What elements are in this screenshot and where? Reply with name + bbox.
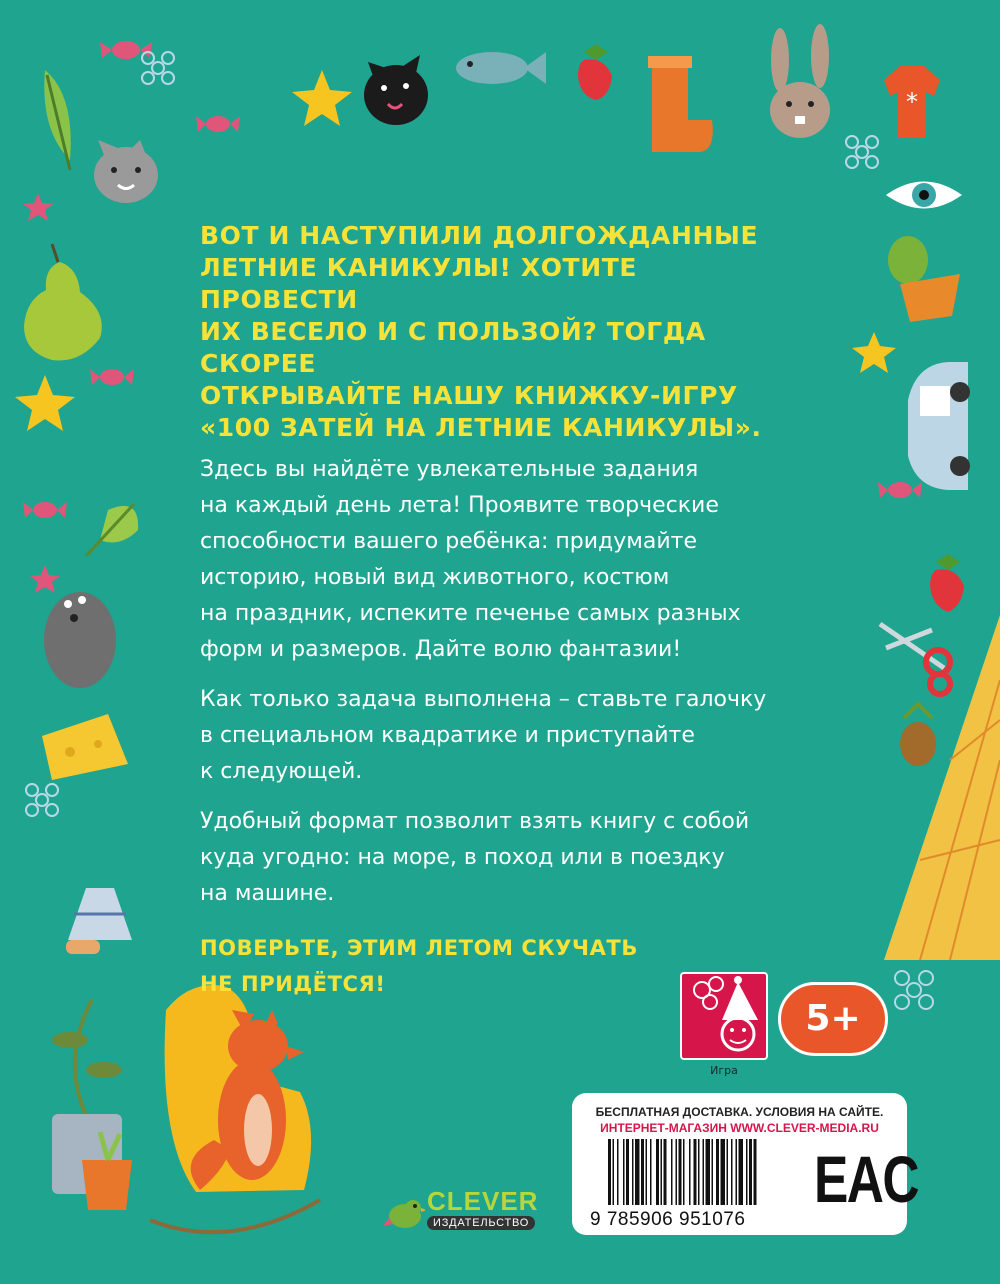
description-text xyxy=(200,220,780,1002)
flower-icon xyxy=(26,784,58,816)
barcode-bar xyxy=(608,1139,611,1205)
cat-face-icon xyxy=(94,140,158,203)
intro-line: ВОТ И НАСТУПИЛИ ДОЛГОЖДАННЫЕ xyxy=(200,221,759,250)
barcode-bar xyxy=(698,1139,700,1205)
flower-icon xyxy=(895,971,933,1009)
game-badge-label: Игра xyxy=(710,1064,738,1077)
strawberry-icon xyxy=(578,44,612,100)
closing-line: ПОВЕРЬТЕ, ЭТИМ ЛЕТОМ СКУЧАТЬ xyxy=(200,936,638,960)
leaf-icon xyxy=(86,504,138,556)
publisher-logo xyxy=(383,1186,563,1236)
barcode-bar xyxy=(632,1139,634,1205)
intro-headline xyxy=(200,220,780,444)
barcode-bar xyxy=(626,1139,629,1205)
barcode-bar xyxy=(706,1139,711,1205)
intro-line: ИХ ВЕСЕЛО И С ПОЛЬЗОЙ? ТОГДА СКОРЕЕ xyxy=(200,317,706,378)
barcode-bar xyxy=(703,1139,705,1205)
barcode-bar xyxy=(689,1139,691,1205)
barcode-bar xyxy=(727,1139,729,1205)
pear-icon xyxy=(24,244,102,361)
cheese-icon xyxy=(42,714,128,780)
intro-line: ЛЕТНИЕ КАНИКУЛЫ! ХОТИТЕ ПРОВЕСТИ xyxy=(200,253,638,314)
barcode-bar xyxy=(694,1139,697,1205)
publisher-subtitle: ИЗДАТЕЛЬСТВО xyxy=(427,1216,535,1230)
paragraph-line: историю, новый вид животного, костюм xyxy=(200,565,670,590)
paragraph-line: в специальном квадратике и приступайте xyxy=(200,723,695,748)
lamp-icon xyxy=(66,888,132,954)
intro-line: ОТКРЫВАЙТЕ НАШУ КНИЖКУ-ИГРУ xyxy=(200,381,738,410)
paragraph-line: Удобный формат позволит взять книгу с собой xyxy=(200,809,750,834)
barcode-bar xyxy=(656,1139,659,1205)
black-cat-icon xyxy=(364,55,428,125)
star-icon xyxy=(292,70,352,126)
isbn-number: 9 785906 951076 xyxy=(590,1209,746,1230)
barcode-bar xyxy=(661,1139,663,1205)
bird-icon xyxy=(383,1190,425,1234)
paragraph-tasks xyxy=(200,452,780,668)
rabbit-icon xyxy=(770,24,830,138)
intro-line: «100 ЗАТЕЙ НА ЛЕТНИЕ КАНИКУЛЫ». xyxy=(200,413,762,442)
fish-icon xyxy=(456,52,546,84)
publisher-name: CLEVER xyxy=(427,1186,539,1216)
candy-icon xyxy=(100,41,152,59)
barcode-bar xyxy=(712,1139,714,1205)
paragraph-line: на машине. xyxy=(200,881,335,906)
star-icon xyxy=(852,332,896,373)
leaf-icon xyxy=(44,70,70,170)
barcode-bar xyxy=(646,1139,648,1205)
paragraph-line: способности вашего ребёнка: придумайте xyxy=(200,529,697,554)
candy-icon xyxy=(196,116,240,132)
barcode-bar xyxy=(754,1139,757,1205)
cactus-icon xyxy=(888,236,960,322)
paragraph-line: куда угодно: на море, в поход или в поездку xyxy=(200,845,725,870)
barcode-bar xyxy=(617,1139,619,1205)
paragraph-checkbox xyxy=(200,682,780,790)
paragraph-format xyxy=(200,804,780,912)
barcode-bar xyxy=(683,1139,685,1205)
clown-face-icon xyxy=(682,974,766,1058)
barcode-bar xyxy=(731,1139,733,1205)
shipping-note: БЕСПЛАТНАЯ ДОСТАВКА. УСЛОВИЯ НА САЙТЕ. xyxy=(595,1105,884,1119)
barcode-bar xyxy=(749,1139,752,1205)
star-icon xyxy=(30,565,60,593)
eye-icon xyxy=(886,182,962,209)
candy-icon xyxy=(23,502,67,518)
car-icon xyxy=(908,362,970,490)
barcode-bar xyxy=(716,1139,719,1205)
scissors-icon xyxy=(880,624,950,694)
strawberry-icon xyxy=(930,554,964,612)
barcode-bar xyxy=(746,1139,748,1205)
barcode-bar xyxy=(650,1139,652,1205)
candy-icon xyxy=(90,369,134,385)
barcode-bar xyxy=(623,1139,625,1205)
paragraph-line: на каждый день лета! Проявите творческие xyxy=(200,493,719,518)
boot-icon xyxy=(648,56,713,152)
paragraph-line: Как только задача выполнена – ставьте галочку xyxy=(200,687,767,712)
closing-line: НЕ ПРИДЁТСЯ! xyxy=(200,972,386,996)
barcode-bar xyxy=(676,1139,678,1205)
svg-text:*: * xyxy=(906,88,918,116)
candy-icon xyxy=(878,482,922,498)
barcode-bar xyxy=(736,1139,738,1205)
barcode-bar xyxy=(613,1139,615,1205)
barcode-bar xyxy=(671,1139,673,1205)
barcode-bar xyxy=(721,1139,726,1205)
barcode-bar xyxy=(679,1139,682,1205)
pinecone-icon xyxy=(900,704,936,766)
tshirt-icon xyxy=(884,66,940,138)
plant-pot-icon xyxy=(52,1000,132,1210)
eac-mark: EAC xyxy=(814,1142,919,1216)
paragraph-line: на праздник, испеките печенье самых разных xyxy=(200,601,741,626)
barcode-panel xyxy=(572,1093,919,1235)
barcode-bar xyxy=(664,1139,667,1205)
star-icon xyxy=(23,193,53,221)
barcode-bar xyxy=(739,1139,744,1205)
age-rating-badge: 5+ xyxy=(778,982,888,1056)
barcode xyxy=(608,1139,798,1207)
paragraph-line: Здесь вы найдёте увлекательные задания xyxy=(200,457,699,482)
hedgehog-icon xyxy=(44,592,116,688)
flower-icon xyxy=(846,136,878,168)
barcode-bar xyxy=(635,1139,640,1205)
star-icon xyxy=(15,375,75,431)
paragraph-line: к следующей. xyxy=(200,759,363,784)
paragraph-line: форм и размеров. Дайте волю фантазии! xyxy=(200,637,682,662)
shop-url: ИНТЕРНЕТ-МАГАЗИН WWW.CLEVER-MEDIA.RU xyxy=(600,1121,879,1135)
flower-icon xyxy=(142,52,174,84)
game-badge xyxy=(680,972,768,1060)
barcode-bar xyxy=(641,1139,644,1205)
